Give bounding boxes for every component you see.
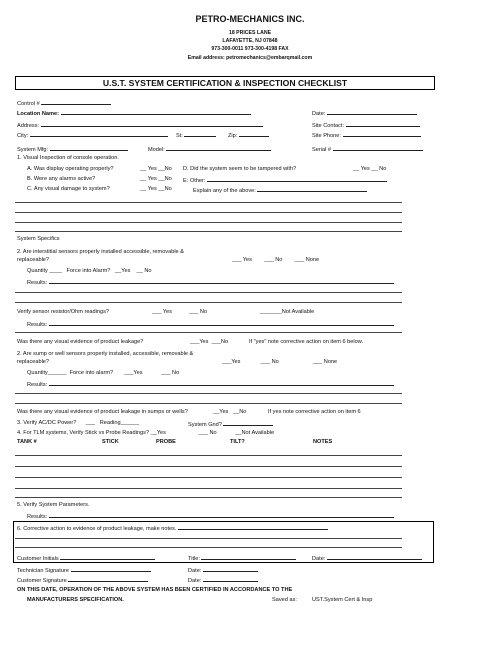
ground-input[interactable] [223,420,273,426]
certification-line2: MANUFACTURERS SPECIFICATION. [27,597,124,603]
system-mfg-input[interactable] [50,145,128,151]
site-phone-field: Site Phone: [312,131,421,139]
q2-answers[interactable]: ___ Yes ___ No ___ None [232,257,320,263]
certification-line1: ON THIS DATE, OPERATION OF THE ABOVE SYSTEM HAS BEEN CERTIFIED IN ACCORDANCE TO THE [17,587,293,593]
leak-label: Was there any visual evidence of product leakage? [17,339,144,345]
col-probe: PROBE [156,439,176,445]
notes-line[interactable] [15,403,402,404]
ohm-label: Verify sensor resistor/Ohm readings? [17,309,110,315]
form-title: U.S.T. SYSTEM CERTIFICATION & INSPECTION CHECKLIST [15,76,435,90]
leak-note: If "yes" note corrective action on item 6 below. [249,339,364,345]
sump-label: Was there any visual evidence of product leakage in sumps or wells? [17,409,188,415]
address-input[interactable] [41,121,263,127]
address-field: Address: [17,121,263,129]
notes-line[interactable] [15,231,402,232]
table-row[interactable] [15,466,402,467]
state-input[interactable] [184,131,216,137]
company-city: LAFAYETTE, NJ 07848 [222,38,278,44]
customer-date-field: Date: [188,576,258,584]
company-email: Email address: petromechanics@embarqmail.com [187,55,313,61]
technician-signature-field: Technician Signature [17,566,151,574]
table-row[interactable] [15,477,402,478]
notes-line[interactable] [15,222,402,223]
section1-title: 1. Visual Inspection of console operation. [17,155,119,161]
city-input[interactable] [30,131,168,137]
initials-date-field: Date: [312,554,422,562]
model-field: Model: [148,145,271,153]
ohm-results-field: Results: [27,320,394,328]
serial-input[interactable] [333,145,423,151]
corrective-input[interactable] [178,524,328,530]
q3-results-input[interactable] [49,380,394,386]
q1c-answers[interactable]: __ Yes __No [140,186,172,192]
company-name: PETRO-MECHANICS INC. [195,14,305,24]
q1b-label: B. Were any alarms active? [27,176,96,182]
explain-field: Explain any of the above: [193,186,367,194]
notes-line[interactable] [15,202,402,203]
saved-as-filename: UST.System Cert & Insp [312,597,373,603]
initials-date-input[interactable] [327,554,422,560]
serial-field: Serial # [312,145,423,153]
date-input[interactable] [327,109,417,115]
zip-input[interactable] [239,131,269,137]
power-field[interactable]: 3. Verify AC/DC Power? ___ Reading______ [17,420,140,426]
tlm-field[interactable]: 4. For TLM systems, Verify Stick vs Probe Readings? __Yes ___ No __Not Available [17,430,275,436]
notes-line[interactable] [15,212,402,213]
zip-field: Zip: [228,131,269,139]
site-phone-input[interactable] [343,131,421,137]
q2-line2: replaceable? [17,257,50,263]
q2-line1: 2. Are interstitial sensors properly installed accessible, removable & [17,249,184,255]
col-notes: NOTES [313,439,333,445]
s5-results-input[interactable] [49,512,394,518]
q1e-field: E: Other: [183,176,387,184]
notes-line[interactable] [15,292,402,293]
q2-results-field: Results: [27,278,394,286]
section6-title: 6. Corrective action to evidence of product leakage, make notes. [17,524,328,532]
notes-line[interactable] [15,332,402,333]
q3-results-field: Results: [27,380,394,388]
control-field: Control # [17,99,111,107]
company-street: 18 PRICES LANE [228,30,272,36]
system-mfg-field: System Mfg: [17,145,128,153]
customer-date-input[interactable] [203,576,258,582]
q2-results-input[interactable] [49,278,394,284]
system-specifics-heading: System Specifics [17,236,60,242]
site-contact-input[interactable] [346,121,420,127]
q3-line1: 2. Are sump or well sensors properly installed, accessible, removable & [17,351,194,357]
technician-signature-input[interactable] [71,566,151,572]
customer-signature-field: Customer Signature [17,576,148,584]
q2-quantity[interactable]: Quantity ____ Force into Alarm? __Yes __ No [27,268,152,274]
date-field: Date: [312,109,417,117]
sump-answers[interactable]: __Yes __No [213,409,247,415]
col-stick: STICK [102,439,119,445]
q1b-answers[interactable]: __ Yes __No [140,176,172,182]
section5-title: 5. Verify System Parameters. [17,502,90,508]
table-row[interactable] [15,455,402,456]
notes-line[interactable] [15,547,402,548]
q1d-answers[interactable]: __ Yes __ No [353,166,387,172]
city-field: City: [17,131,168,139]
ohm-results-input[interactable] [49,320,394,326]
ohm-answers[interactable]: ___ Yes ___ No _______Not Available [152,309,315,315]
title-field: Title: [188,554,296,562]
site-contact-field: Site Contact: [312,121,420,129]
q1a-label: A. Was display operating properly? [27,166,114,172]
technician-date-input[interactable] [203,566,258,572]
q1a-answers[interactable]: __ Yes __No [140,166,172,172]
sump-note: If yes note corrective action on item 6 [268,409,361,415]
other-input[interactable] [207,176,387,182]
q3-line2: replaceable? [17,359,50,365]
saved-as-label: Saved as: [272,597,297,603]
state-field: St: [176,131,216,139]
notes-line[interactable] [15,538,402,539]
location-field: Location Name: [17,109,251,117]
company-phone: 973-300-0011 973-300-4198 FAX [211,46,289,52]
explain-input[interactable] [257,186,367,192]
table-row[interactable] [15,497,402,498]
q3-quantity[interactable]: Quantity______ Force into alarm? ___Yes ___ No [27,370,180,376]
ground-field: System Gnd? [188,420,273,428]
q1c-label: C. Any visual damage to system? [27,186,110,192]
q3-answers[interactable]: ___Yes ___ No ___ None [222,359,338,365]
model-input[interactable] [166,145,271,151]
table-row[interactable] [15,488,402,489]
leak-answers[interactable]: ___Yes ___No [190,339,229,345]
notes-line[interactable] [15,393,402,394]
notes-line[interactable] [15,302,402,303]
control-input[interactable] [41,99,111,105]
q1d-label: D. Did the system seem to be tampered with? [183,166,297,172]
location-input[interactable] [61,109,251,115]
col-tilt: TILT? [230,439,245,445]
technician-date-field: Date: [188,566,258,574]
s5-results-field: Results: [27,512,394,520]
customer-signature-input[interactable] [68,576,148,582]
customer-initials-input[interactable] [60,554,155,560]
title-input[interactable] [201,554,296,560]
customer-initials-field: Customer Initials [17,554,155,562]
col-tank: TANK # [17,439,37,445]
